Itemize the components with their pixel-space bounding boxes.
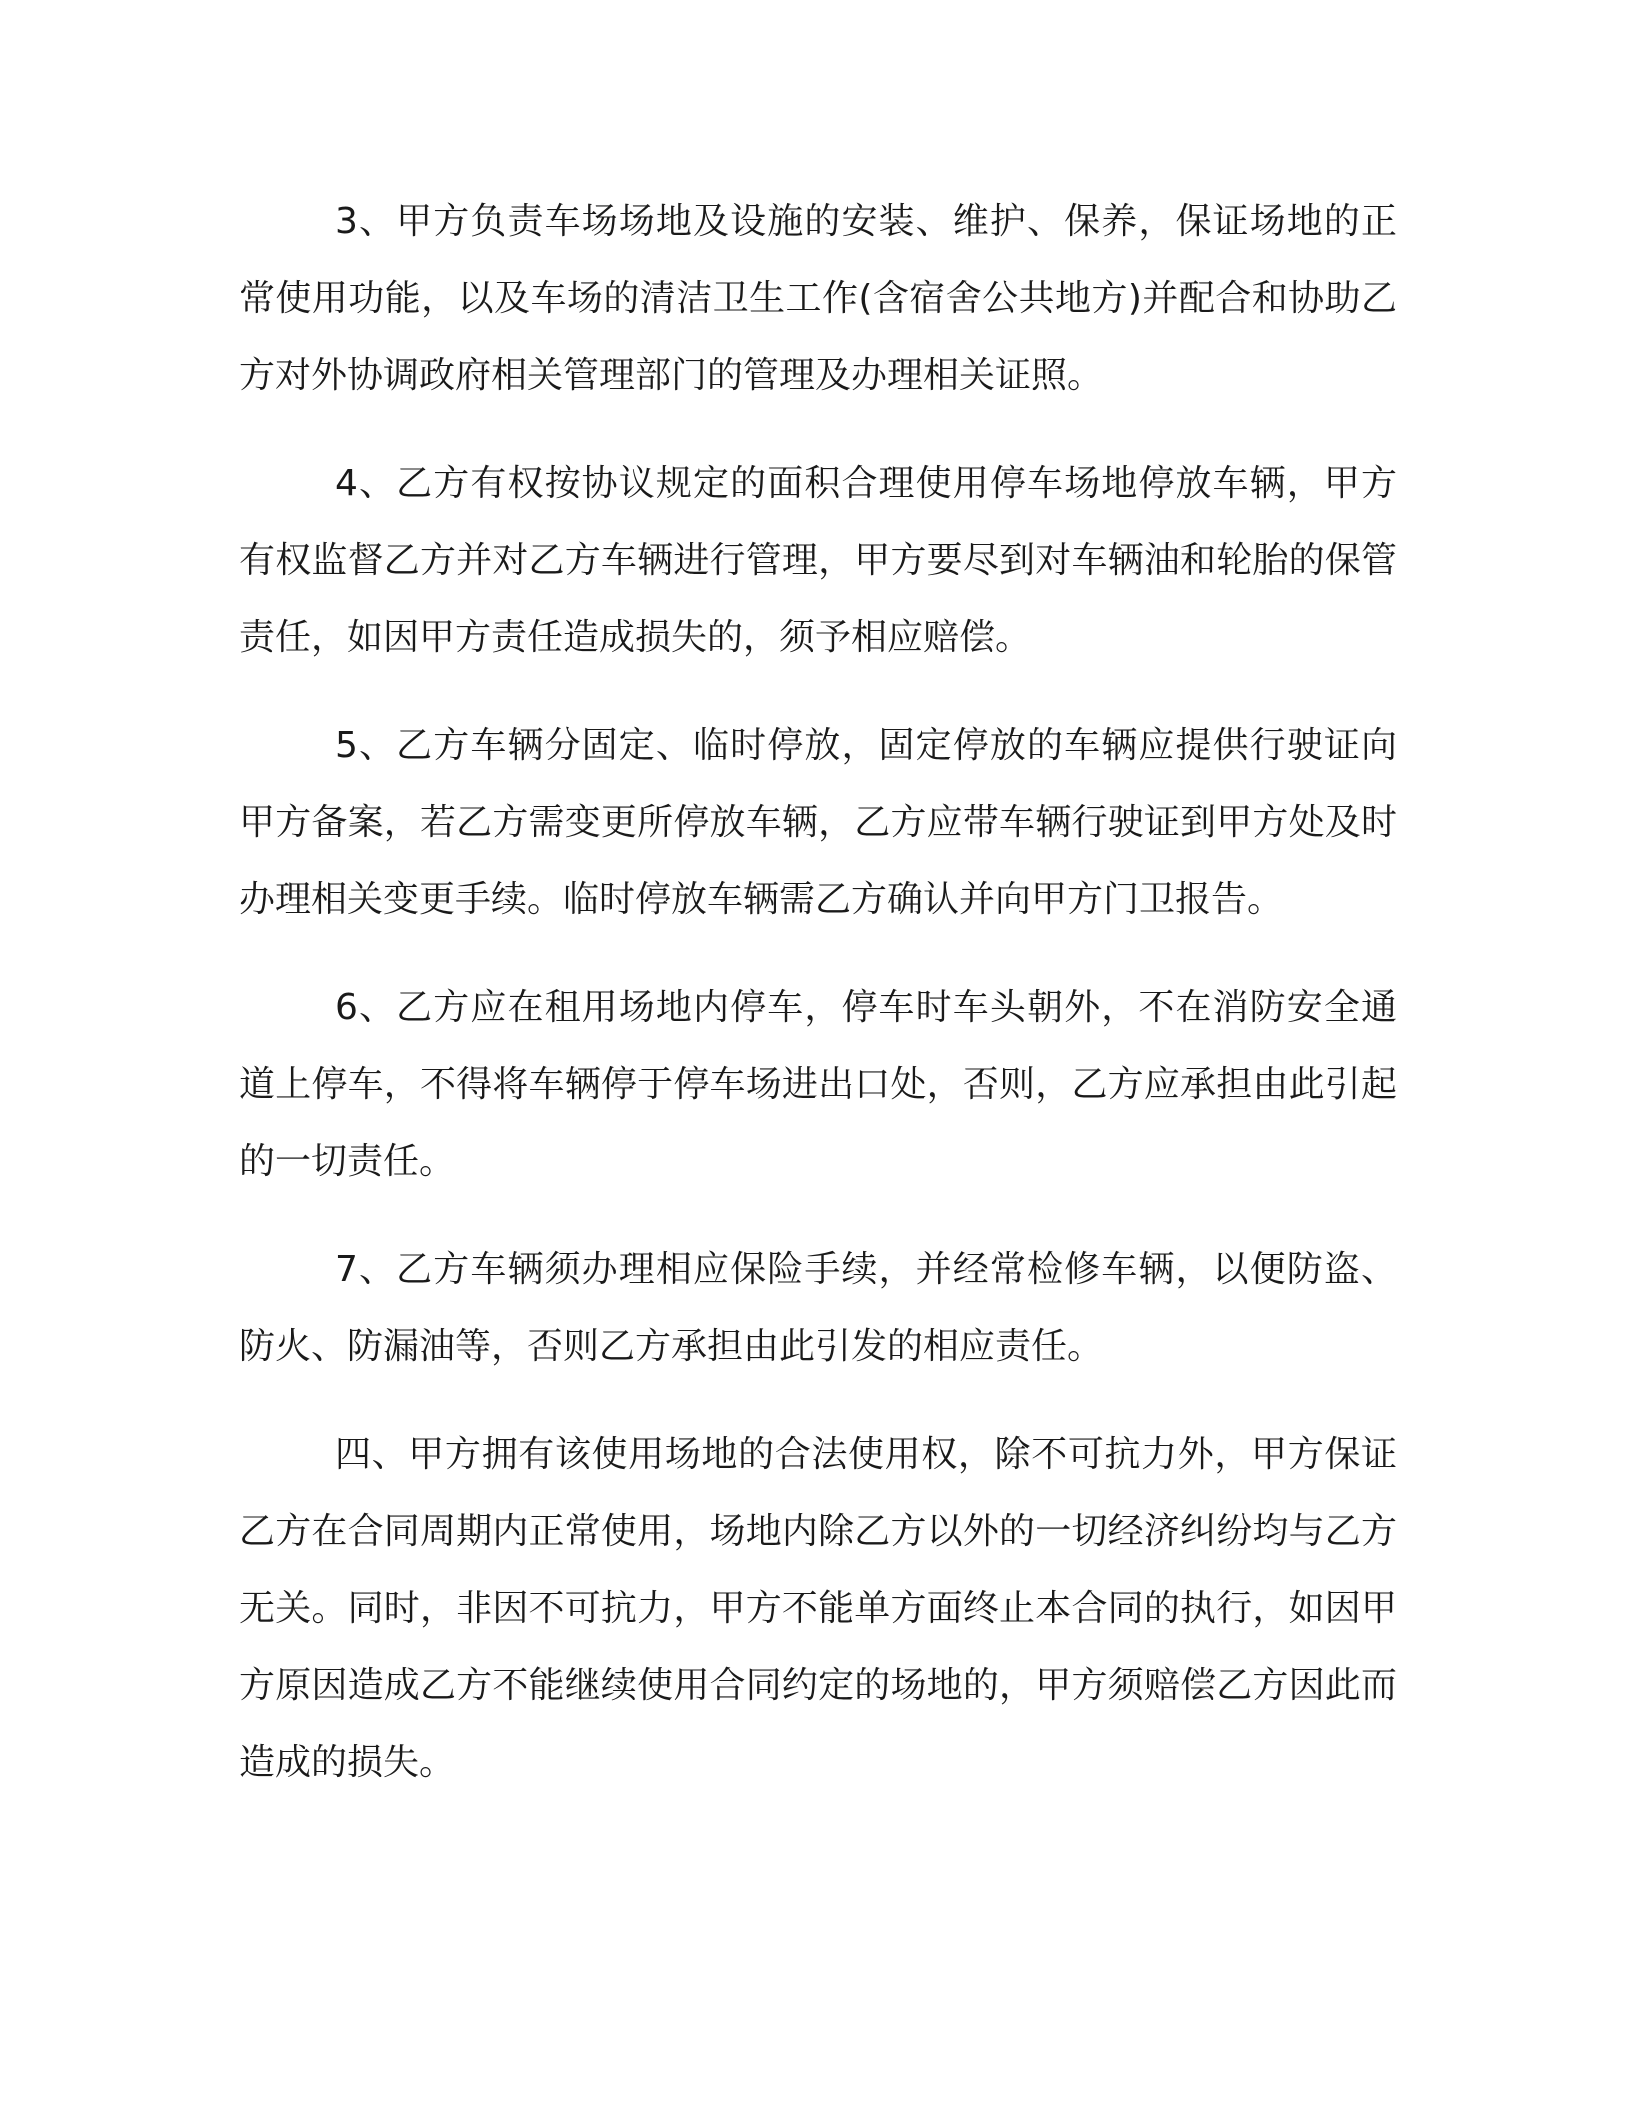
clause-4: 4、乙方有权按协议规定的面积合理使用停车场地停放车辆，甲方有权监督乙方并对乙方车辆进行管理，甲方要尽到对车辆油和轮胎的保管责任，如因甲方责任造成损失的，须予相应赔偿。 — [239, 463, 1397, 658]
section-4: 四、甲方拥有该使用场地的合法使用权，除不可抗力外，甲方保证乙方在合同周期内正常使用，场地内除乙方以外的一切经济纠纷均与乙方无关。同时，非因不可抗力，甲方不能单方面终止本合同的执行，如因甲方原因造成乙方不能继续使用合同约定的场地的，甲方须赔偿乙方因此而造成的损失。 — [239, 1434, 1397, 1783]
clause-5: 5、乙方车辆分固定、临时停放，固定停放的车辆应提供行驶证向甲方备案，若乙方需变更所停放车辆，乙方应带车辆行驶证到甲方处及时办理相关变更手续。临时停放车辆需乙方确认并向甲方门卫报告。 — [239, 725, 1397, 920]
clause-3: 3、甲方负责车场场地及设施的安装、维护、保养，保证场地的正常使用功能，以及车场的清洁卫生工作(含宿舍公共地方)并配合和协助乙方对外协调政府相关管理部门的管理及办理相关证照。 — [239, 201, 1397, 396]
document-body — [239, 183, 1397, 1832]
clause-6: 6、乙方应在租用场地内停车，停车时车头朝外，不在消防安全通道上停车，不得将车辆停于停车场进出口处，否则，乙方应承担由此引起的一切责任。 — [239, 987, 1397, 1182]
clause-7: 7、乙方车辆须办理相应保险手续，并经常检修车辆，以便防盗、防火、防漏油等，否则乙方承担由此引发的相应责任。 — [239, 1249, 1397, 1367]
